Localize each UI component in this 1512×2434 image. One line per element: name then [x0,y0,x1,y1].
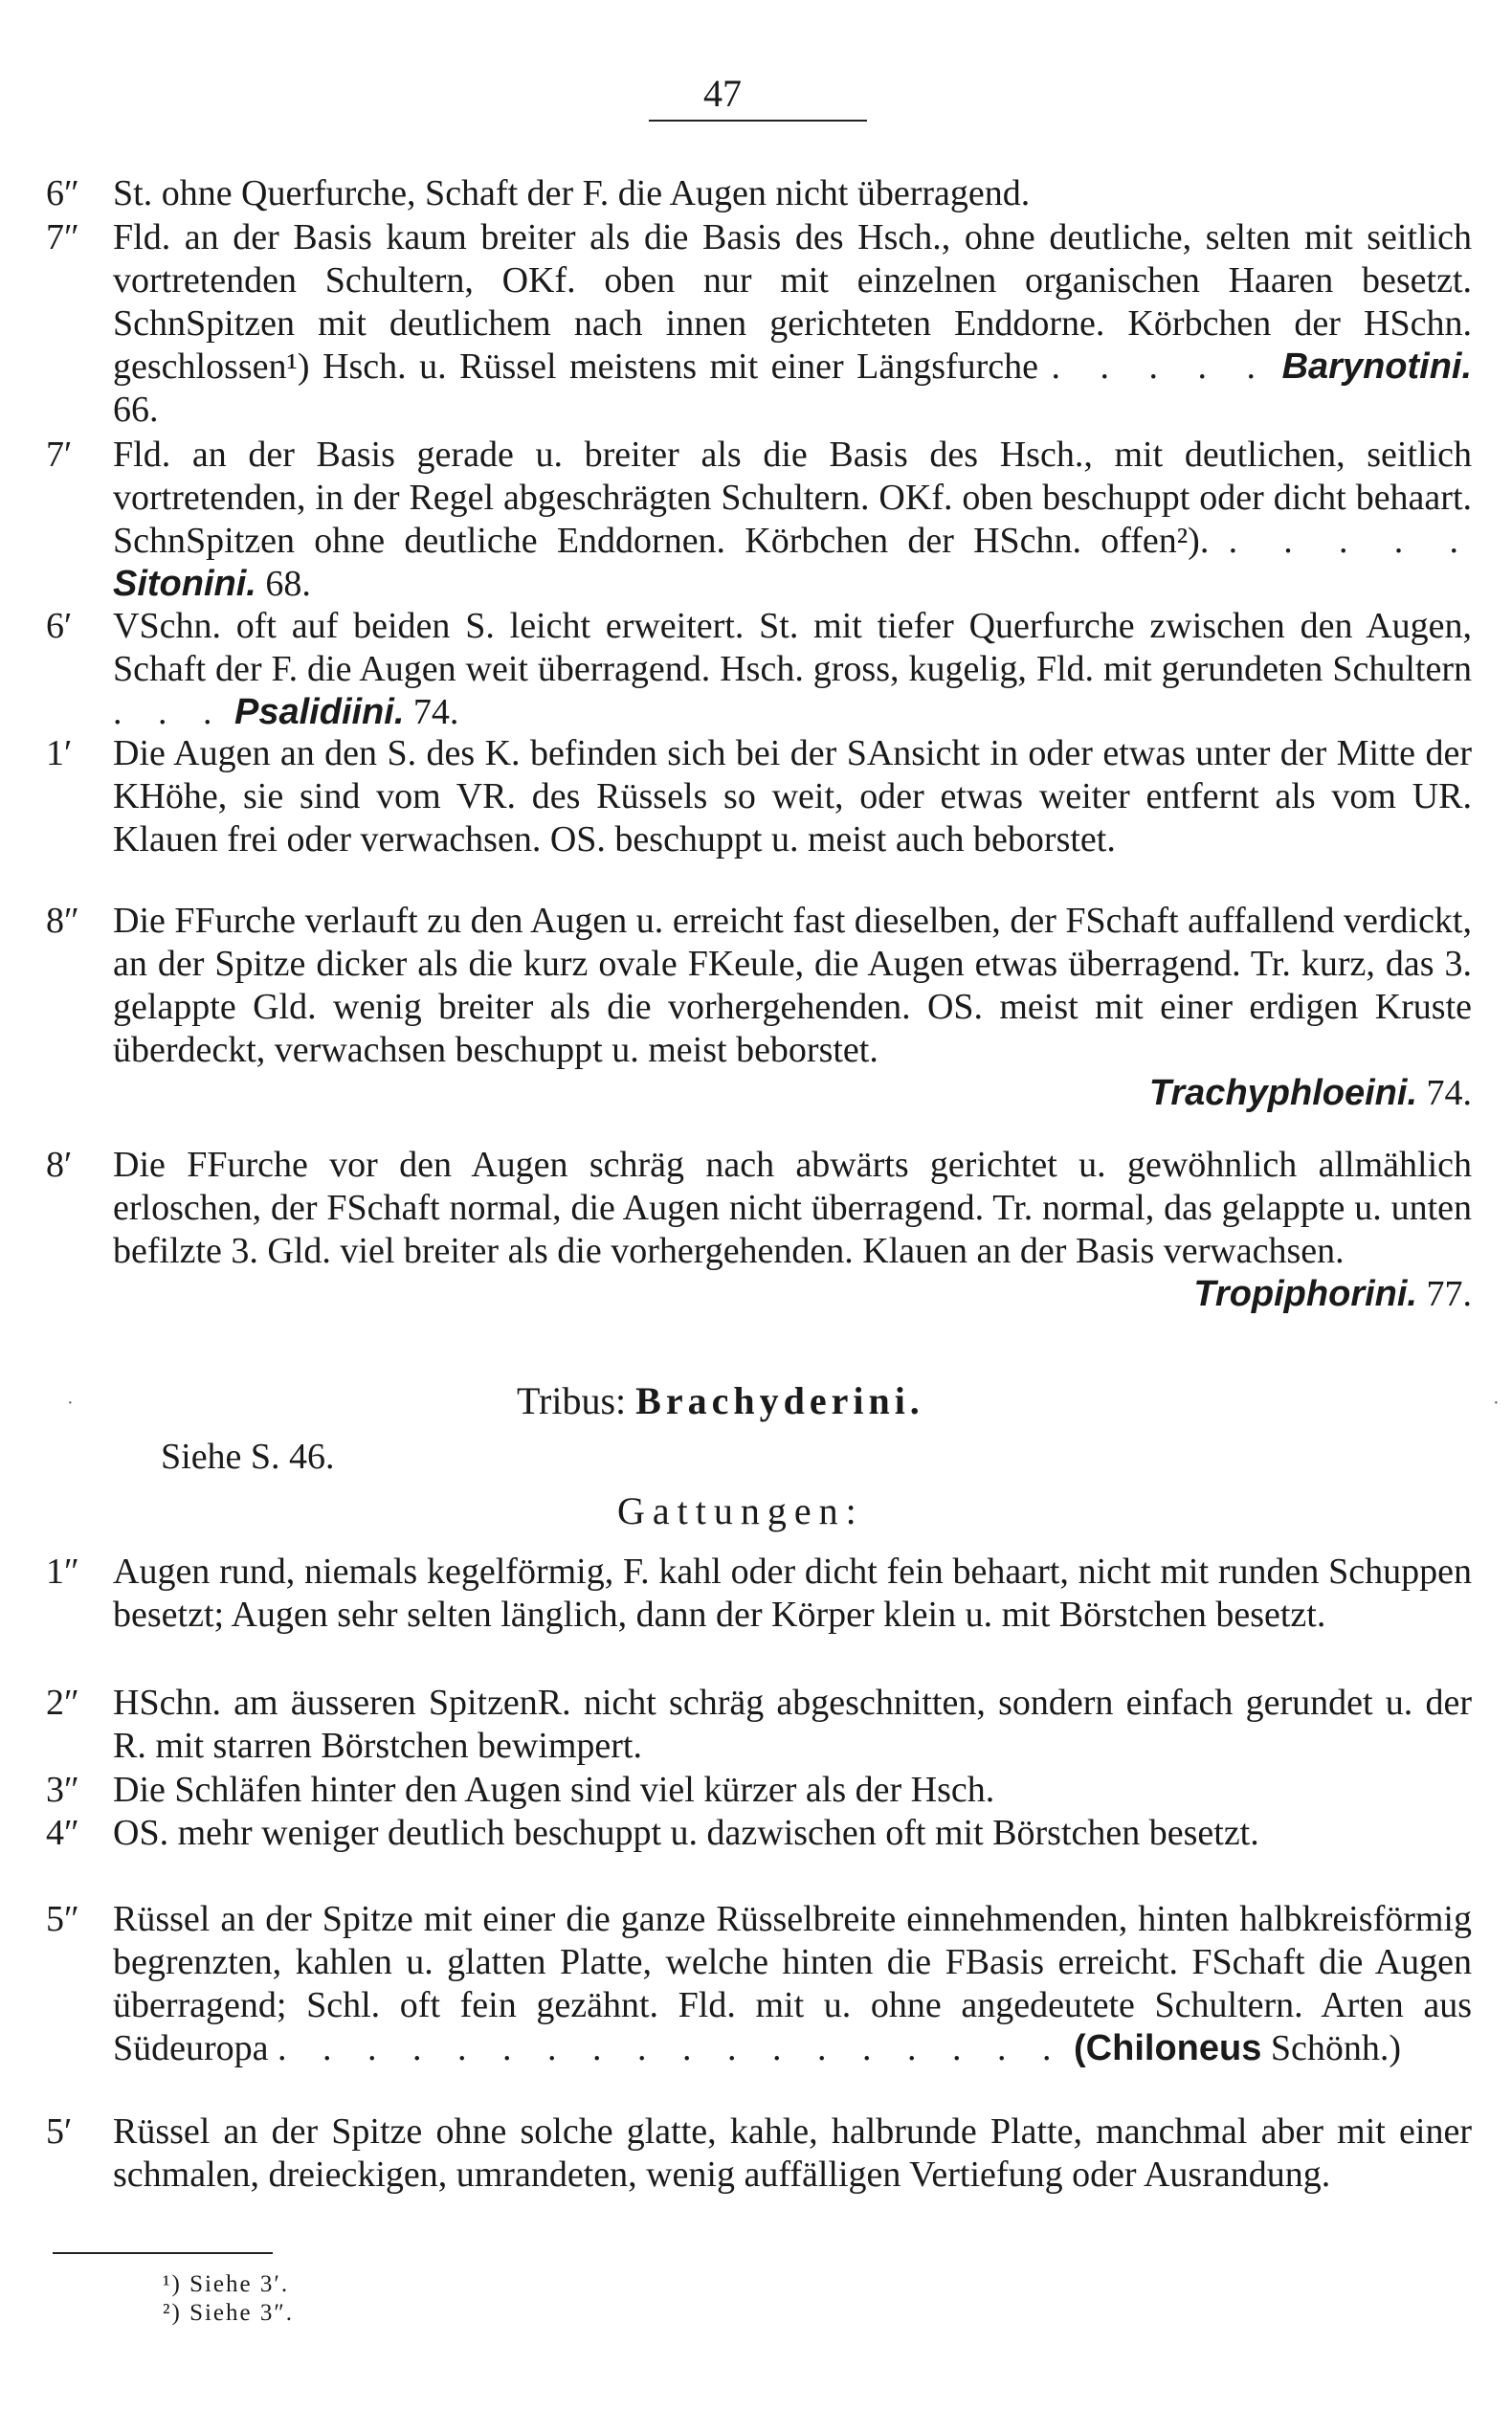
entry-text: St. ohne Querfurche, Schaft der F. die Augen nicht überragend. [113,173,1031,213]
genus-entry [46,1898,1472,2070]
entry-text: Die FFurche vor den Augen schräg nach abwärts gerichtet u. gewöhnlich allmählich erloschen, der FSchaft normal, die Augen nicht überragend. Tr. normal, das gelappte u. unten befilzte 3. Gld. viel breiter als die vorhergehenden. Klauen an der Basis verwachsen. [113,1145,1472,1271]
genera-heading: Gattungen: [617,1489,864,1532]
footnote-mark: ¹) [163,2271,182,2297]
leader-dots: . . . [113,692,226,732]
entry-text: Augen rund, niemals kegelförmig, F. kahl oder dicht fein behaart, nicht mit runden Schuppen besetzt; Augen sehr selten länglich, dann der Körper klein u. mit Börstchen besetzt. [113,1552,1472,1635]
tribus-heading [517,1378,924,1423]
genus-entry [46,1812,1472,1855]
entry-text: Die Schläfen hinter den Augen sind viel kürzer als der Hsch. [113,1770,995,1810]
genus-entry [46,1769,1472,1812]
genus-entry [46,2110,1472,2197]
entry-text: Rüssel an der Spitze mit einer die ganze Rüsselbreite einnehmenden, hinten halbkreisförmig begrenzten, kahlen u. glatten Platte, welche hinten die FBasis erreicht. FSchaft die Augen überragend; Schl. oft fein gezähnt. Fld. mit u. ohne angedeutete Schultern. Arten aus Südeuropa [113,1899,1472,2068]
key-entry [46,216,1472,432]
footnote-rule [53,2252,273,2254]
page-ref: 68. [265,564,311,604]
footnote-text: Siehe 3″. [189,2300,295,2326]
tribe-name: Barynotini. [1281,346,1473,387]
entry-number: 5″ [46,1899,79,1939]
entry-text: Die Augen an den S. des K. befinden sich bei der SAnsicht in oder etwas unter der Mitte der KHöhe, sie sind vom VR. des Rüssels so weit, oder etwas weiter entfernt als vom UR. Klauen frei oder verwachsen. OS. beschuppt u. meist auch beborstet. [113,733,1472,860]
tribe-name: Sitonini. [113,564,256,604]
entry-number: 6′ [46,606,73,646]
entry-number: 7″ [46,217,79,257]
leader-dots: . . . . . [1051,346,1270,387]
entry-number: 8″ [46,901,79,941]
key-entry [46,732,1472,861]
entry-number: 5′ [46,2111,73,2152]
entry-number: 1′ [46,733,73,773]
genus-entry [46,1551,1472,1637]
entry-text: Rüssel an der Spitze ohne solche glatte, kahle, halbrunde Platte, manchmal aber mit einer schmalen, dreieckigen, umrandeten, wenig auffälligen Vertiefung oder Ausrandung. [113,2111,1472,2195]
entry-number: 7′ [46,435,73,475]
page-number: 47 [703,72,742,115]
page-ref: 66. [113,390,159,430]
entry-number: 2″ [46,1683,79,1723]
tribe-name: Tropiphorini. [1193,1274,1417,1314]
page-ref: 77. [1426,1274,1472,1314]
print-speck: · [1493,1393,1500,1414]
entry-number: 3″ [46,1770,79,1810]
print-speck: · [67,1393,74,1414]
entry-text: Die FFurche verlauft zu den Augen u. erreicht fast dieselben, der FSchaft auffallend verdickt, an der Spitze dicker als die kurz ovale FKeule, die Augen etwas überragend. Tr. kurz, das 3. gelappte Gld. wenig breiter als die vorhergehenden. OS. meist mit einer erdigen Kruste überdeckt, verwachsen beschuppt u. meist beborstet. [113,901,1472,1070]
entry-text: Fld. an der Basis gerade u. breiter als die Basis des Hsch., mit deutlichen, seitlich vortretenden, in der Regel abgeschrägten Schultern. OKf. oben beschuppt oder dicht behaart. SchnSpitzen ohne deutliche Enddornen. Körbchen der HSchn. offen²). [113,435,1472,561]
tribus-label: Tribus: [517,1379,627,1422]
entry-text: VSchn. oft auf beiden S. leicht erweitert. St. mit tiefer Querfurche zwischen den Augen, Schaft der F. die Augen weit überragend. Hsch. gross, kugelig, Fld. mit gerundeten Schultern [113,606,1472,689]
key-entry [46,434,1472,606]
entry-text: HSchn. am äusseren SpitzenR. nicht schräg abgeschnitten, sondern einfach gerundet u. der R. mit starren Börstchen bewimpert. [113,1683,1472,1766]
leader-dots: . . . . . . . . . . . . . . . . . . [278,2028,1065,2068]
key-entry [46,172,1472,215]
key-entry [46,900,1472,1115]
entry-text: OS. mehr weniger deutlich beschuppt u. dazwischen oft mit Börstchen besetzt. [113,1813,1259,1853]
genus-author: Schönh.) [1270,2028,1402,2068]
tribe-name: Trachyphloeini. [1148,1073,1417,1113]
genus-name: (Chiloneus [1074,2028,1262,2068]
entry-number: 4″ [46,1813,79,1853]
entry-number: 8′ [46,1145,73,1185]
entry-text: Fld. an der Basis kaum breiter als die Basis des Hsch., ohne deutliche, selten mit seitlich vortretenden Schultern, OKf. oben nur mit einzelnen organischen Haaren besetzt. SchnSpitzen mit deutlichem nach innen gerichteten Enddorne. Körbchen der HSchn. geschlossen¹) Hsch. u. Rüssel meistens mit einer Längsfurche [113,217,1472,387]
key-entry [46,605,1472,734]
footnote-mark: ²) [163,2300,182,2326]
tribe-name: Psalidiini. [234,692,405,732]
footnote-text: Siehe 3′. [189,2271,290,2297]
key-entry [46,1144,1472,1316]
page-ref: 74. [412,692,459,732]
footnote [163,2270,289,2299]
header-rule [649,120,867,122]
page-ref: 74. [1426,1073,1472,1113]
see-reference: Siehe S. 46. [161,1437,335,1477]
leader-dots: . . . . . [1228,521,1472,561]
footnote [163,2299,294,2328]
entry-number: 6″ [46,173,79,213]
genus-entry [46,1682,1472,1768]
entry-number: 1″ [46,1552,79,1592]
tribus-name: Brachyderini. [635,1379,924,1422]
